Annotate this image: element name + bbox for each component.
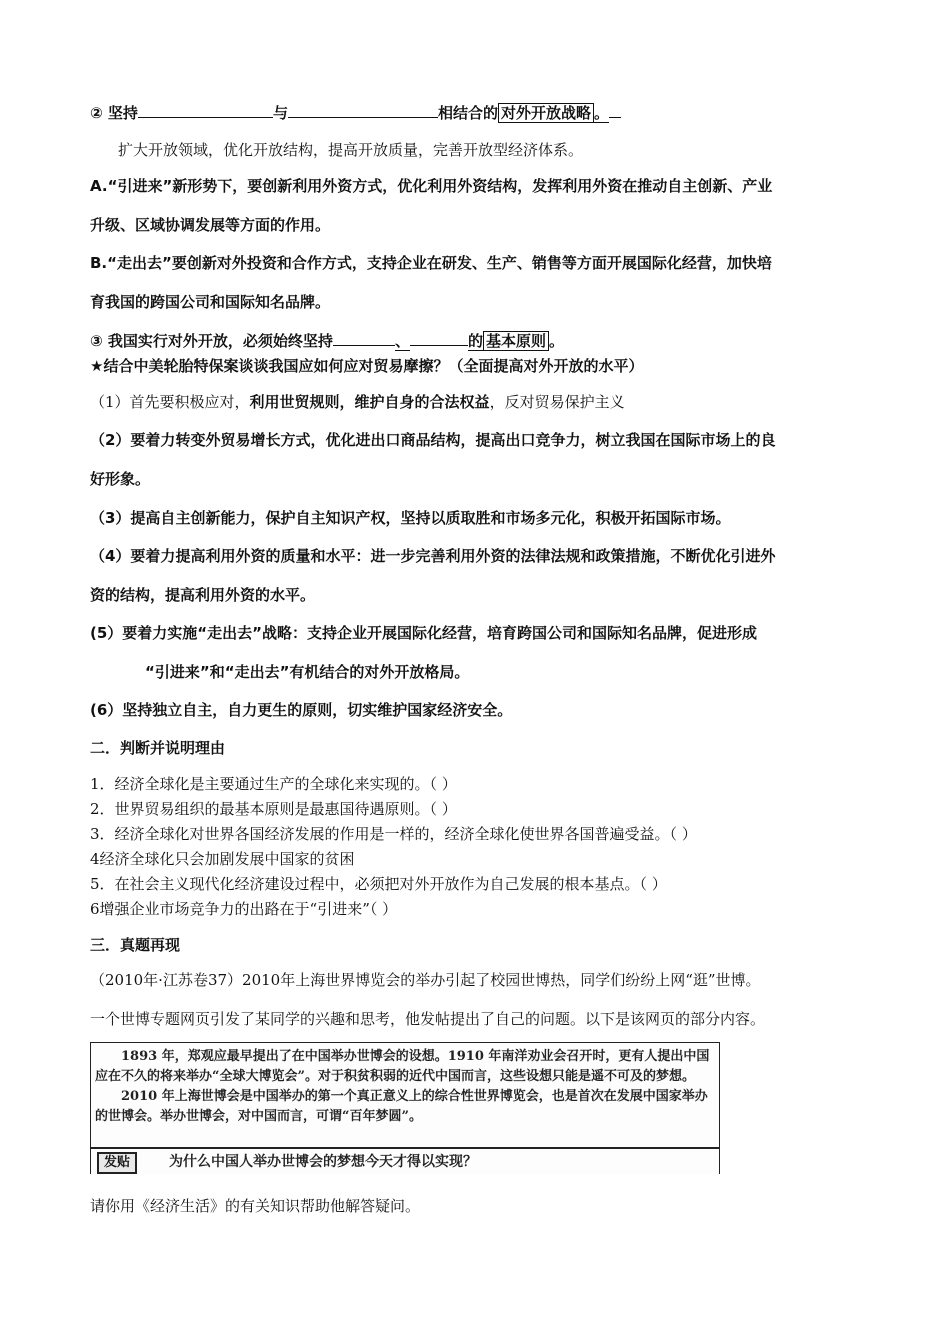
section-2-title: 二．判断并说明理由	[90, 739, 226, 757]
post-question: 为什么中国人举办世博会的梦想今天才得以实现？	[169, 1154, 477, 1170]
answer-blank-4[interactable]	[410, 330, 468, 346]
principle-prefix: ③ 我国实行对外开放，必须始终坚持	[90, 332, 333, 350]
point-3: （3）提高自主创新能力，保护自主知识产权，坚持以质取胜和市场多元化，积极开拓国际市场。	[90, 509, 731, 527]
item-b-line2: 育我国的跨国公司和国际知名品牌。	[90, 293, 331, 311]
judge-item-5: 5．在社会主义现代化经济建设过程中，必须把对外开放作为自己发展的根本基点。（ ）	[90, 875, 667, 893]
post-button[interactable]: 发贴	[97, 1152, 137, 1174]
judge-item-3: 3．经济全球化对世界各国经济发展的作用是一样的，经济全球化使世界各国普遍受益。（ ）	[90, 825, 697, 843]
point-1-a: （1）首先要积极应对，	[90, 393, 250, 411]
excerpt-body	[95, 1047, 715, 1139]
closing-instruction: 请你用《经济生活》的有关知识帮助他解答疑问。	[90, 1197, 421, 1215]
item-a-line2: 升级、区域协调发展等方面的作用。	[90, 216, 331, 234]
principle-separator: 、	[394, 332, 410, 350]
strategy-suffix: 相结合的	[437, 104, 498, 122]
principle-end: 。	[548, 332, 564, 350]
point-1	[90, 392, 625, 412]
expo-webpage-excerpt	[90, 1042, 720, 1174]
point-2-line2: 好形象。	[90, 470, 151, 488]
item-a-line1: A.“引进来”新形势下，要创新利用外资方式，优化利用外资结构，发挥利用外资在推动自主创新、产业	[90, 177, 773, 195]
excerpt-paragraph-1: 1893 年，郑观应最早提出了在中国举办世博会的设想。1910 年南洋劝业会召开时，更有人提出中国应在不久的将来举办“全球大博览会”。对于积贫积弱的近代中国而言，这些设想只能是遥不可及的梦想。	[95, 1049, 710, 1084]
exam-intro-line2: 一个世博专题网页引发了某同学的兴趣和思考，他发帖提出了自己的问题。以下是该网页的部分内容。	[90, 1010, 766, 1028]
point-4-line2: 资的结构，提高利用外资的水平。	[90, 586, 316, 604]
point-4-line1: （4）要着力提高利用外资的质量和水平：进一步完善利用外资的法律法规和政策措施，不断优化引进外	[90, 547, 776, 565]
point-5-line1: (5）要着力实施“走出去”战略：支持企业开展国际化经营，培育跨国公司和国际知名品牌，促进形成	[90, 624, 758, 642]
judge-item-6: 6增强企业市场竞争力的出路在于“引进来”（ ）	[90, 900, 398, 918]
strategy-mid: 与	[272, 104, 288, 122]
strategy-boxed-term: 对外开放战略	[498, 103, 594, 123]
strategy-prefix: ② 坚持	[90, 104, 138, 122]
strategy-note: 扩大开放领域，优化开放结构，提高开放质量，完善开放型经济体系。	[118, 141, 584, 159]
strategy-end-underline	[609, 117, 621, 118]
exam-intro-line1: （2010年·江苏卷37）2010年上海世界博览会的举办引起了校园世博热，同学们纷纷上网“逛”世博。	[90, 971, 761, 989]
strategy-fill-in-line	[90, 102, 621, 123]
strategy-end: 。	[593, 104, 609, 122]
answer-blank-1[interactable]	[138, 102, 273, 118]
principle-boxed-term: 基本原则	[483, 331, 549, 351]
principle-suffix: 的	[467, 332, 483, 350]
item-b-line1: B.“走出去”要创新对外投资和合作方式，支持企业在研发、生产、销售等方面开展国际化经营，加快培	[90, 254, 772, 272]
point-1-b: 利用世贸规则，维护自身的合法权益	[249, 393, 490, 411]
point-2-line1: （2）要着力转变外贸易增长方式，优化进出口商品结构，提高出口竞争力，树立我国在国际市场上的良	[90, 431, 776, 449]
excerpt-post-bar	[91, 1147, 719, 1175]
trade-friction-question: ★结合中美轮胎特保案谈谈我国应如何应对贸易摩擦？（全面提高对外开放的水平）	[90, 357, 644, 375]
excerpt-paragraph-2: 2010 年上海世博会是中国举办的第一个真正意义上的综合性世界博览会，也是首次在发展中国家举办的世博会。举办世博会，对中国而言，可谓“百年梦圆”。	[95, 1089, 708, 1124]
point-5-line2: “引进来”和“走出去”有机结合的对外开放格局。	[145, 663, 470, 681]
point-6: (6）坚持独立自主，自力更生的原则，切实维护国家经济安全。	[90, 701, 513, 719]
judge-item-1: 1．经济全球化是主要通过生产的全球化来实现的。（ ）	[90, 775, 457, 793]
answer-blank-3[interactable]	[333, 330, 395, 346]
judge-item-4: 4经济全球化只会加剧发展中国家的贫困	[90, 850, 355, 868]
judge-item-2: 2．世界贸易组织的最基本原则是最惠国待遇原则。（ ）	[90, 800, 457, 818]
answer-blank-2[interactable]	[288, 102, 438, 118]
principle-fill-in-line	[90, 330, 564, 351]
section-3-title: 三．真题再现	[90, 936, 181, 954]
point-1-c: ，反对贸易保护主义	[489, 393, 625, 411]
